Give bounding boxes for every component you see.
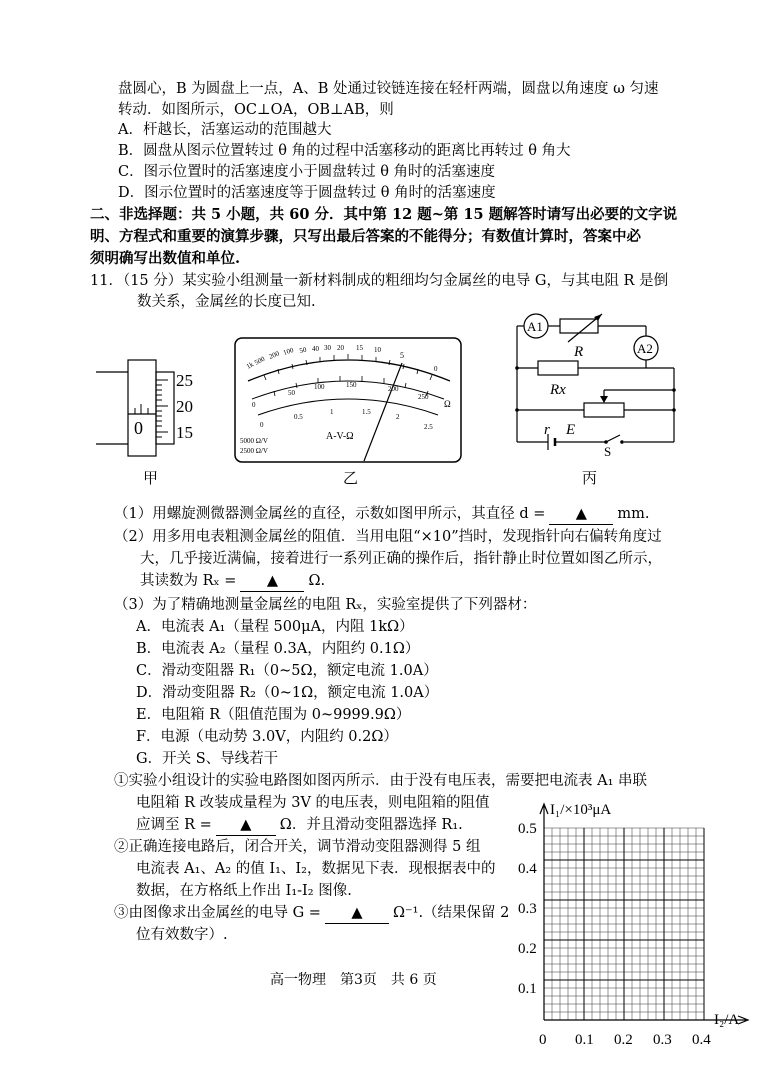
option-a: A．杆越长，活塞运动的范围越大	[118, 122, 332, 138]
ohm-label: 200	[267, 349, 281, 361]
micrometer-tick: 20	[176, 397, 193, 416]
y-axis-arrow	[540, 804, 548, 1020]
ohm-symbol: Ω	[444, 399, 451, 409]
lower-label: 0	[260, 421, 264, 429]
y-tick-label: 0.2	[518, 941, 537, 957]
ohm-label: 50	[298, 345, 308, 355]
micrometer-tick: 25	[176, 371, 193, 390]
ohm-label: 1k	[245, 360, 256, 371]
ohm-label: 0	[434, 365, 438, 373]
section-heading: 明、方程式和重要的演算步骤，只写出最后答案的不能得分；有数值计算时，答案中必	[90, 228, 641, 245]
equipment-item: E．电阻箱 R（阻值范围为 0~9999.9Ω）	[136, 707, 411, 723]
figure-micrometer	[96, 352, 206, 482]
x-tick-label: 0.1	[575, 1032, 594, 1048]
y-tick-label: 0.5	[518, 821, 537, 837]
ohm-label: 100	[282, 346, 295, 357]
mid-label: 250	[418, 393, 429, 401]
section-heading: 二、非选择题：共 5 小题，共 60 分．其中第 12 题~第 15 题解答时请写出必要的文字说	[90, 206, 678, 223]
part-2: 其读数为 Rₓ = ▲ Ω.	[140, 571, 325, 592]
part-3: （3）为了精确地测量金属丝的电阻 Rₓ，实验室提供了下列器材：	[114, 597, 537, 613]
ohm-label: 10	[374, 346, 381, 354]
label-r-small: r	[544, 422, 550, 438]
mid-label: 200	[388, 385, 399, 393]
question-11: 11．（15 分）某实验小组测量一新材料制成的粗细均匀金属丝的电导 G，与其电阻 R 是倒	[90, 273, 669, 289]
figure-circuit	[508, 312, 688, 462]
mid-label: 50	[288, 389, 295, 397]
label-a2: A2	[637, 341, 653, 356]
lower-label: 1.5	[362, 408, 371, 416]
meter-spec: 2500 Ω/V	[240, 447, 268, 455]
equipment-item: G．开关 S、导线若干	[136, 751, 279, 767]
ohm-label: 500	[253, 354, 267, 367]
figure-multimeter	[234, 337, 462, 463]
y-tick-label: 0.1	[518, 981, 537, 997]
x-tick-label: 0.2	[614, 1032, 633, 1048]
equipment-item: B．电流表 A₂（量程 0.3A，内阻约 0.1Ω）	[136, 641, 420, 657]
ohm-label: 15	[356, 344, 363, 352]
subquestion-2: ②正确连接电路后，闭合开关，调节滑动变阻器测得 5 组	[114, 839, 481, 855]
ohm-label: 30	[324, 344, 331, 352]
answer-blank: ▲	[325, 903, 389, 924]
equipment-item: C．滑动变阻器 R₁（0~5Ω，额定电流 1.0A）	[136, 663, 438, 679]
meter-center-label: A-V-Ω	[326, 431, 354, 442]
ohm-label: 40	[312, 345, 319, 353]
caption-bing: 丙	[582, 469, 598, 487]
graph-xlabel: I₂/A	[714, 1012, 740, 1028]
subquestion-1: ①实验小组设计的实验电路图如图丙所示．由于没有电压表，需要把电流表 A₁ 串联	[114, 773, 647, 789]
x-tick-label: 0.3	[653, 1032, 672, 1048]
y-tick-label: 0.4	[518, 861, 537, 877]
equipment-item: F．电源（电动势 3.0V，内阻约 0.2Ω）	[136, 729, 398, 745]
part-1: （1）用螺旋测微器测金属丝的直径，示数如图甲所示，其直径 d = ▲ mm.	[114, 504, 649, 525]
subquestion-1: 应调至 R = ▲ Ω．并且滑动变阻器选择 R₁.	[136, 815, 463, 836]
option-b: B．圆盘从图示位置转过 θ 角的过程中活塞移动的距离比再转过 θ 角大	[118, 143, 571, 159]
x-tick-label: 0	[539, 1032, 547, 1048]
option-d: D．图示位置时的活塞速度等于圆盘转过 θ 角时的活塞速度	[118, 185, 496, 201]
lower-label: 1	[330, 408, 334, 416]
label-r: R	[574, 344, 584, 360]
text-line: 转动．如图所示，OC⊥OA，OB⊥AB，则	[118, 102, 394, 118]
part-2: 大，几乎接近满偏，接着进行一系列正确的操作后，指针静止时位置如图乙所示，	[140, 551, 662, 567]
lower-label: 0.5	[294, 413, 303, 421]
text-line: 盘圆心，B 为圆盘上一点，A、B 处通过铰链连接在轻杆两端，圆盘以角速度 ω 匀速	[118, 81, 659, 97]
part-2: （2）用多用电表粗测金属丝的阻值．当用电阻“×10”挡时，发现指针向右偏转角度过	[114, 529, 662, 545]
label-s: S	[604, 444, 612, 459]
caption-yi: 乙	[343, 469, 359, 487]
graph-ylabel: I₁/×10³μA	[550, 802, 612, 818]
subquestion-3: 位有效数字）.	[136, 927, 228, 943]
micrometer-zero: 0	[134, 418, 143, 438]
mid-label: 150	[346, 381, 357, 389]
label-a1: A1	[527, 319, 543, 334]
subquestion-1: 电阻箱 R 改装成量程为 3V 的电压表，则电阻箱的阻值	[136, 795, 490, 811]
y-tick-label: 0.3	[518, 901, 537, 917]
micrometer-tick: 15	[176, 423, 193, 442]
mid-label: 100	[314, 383, 325, 391]
caption-jia: 甲	[143, 469, 159, 487]
x-tick-label: 0.4	[692, 1032, 711, 1048]
graph-paper	[510, 796, 750, 1054]
option-c: C．图示位置时的活塞速度小于圆盘转过 θ 角时的活塞速度	[118, 164, 496, 180]
label-e: E	[566, 422, 576, 438]
answer-blank: ▲	[549, 504, 613, 525]
subquestion-2: 电流表 A₁、A₂ 的值 I₁、I₂，数据见下表．现根据表中的	[136, 861, 496, 877]
question-11: 数关系，金属丝的长度已知.	[137, 294, 316, 310]
subquestion-3: ③由图像求出金属丝的电导 G = ▲ Ω⁻¹.（结果保留 2	[114, 903, 509, 924]
answer-blank: ▲	[216, 815, 276, 836]
ohm-label: 20	[337, 344, 344, 352]
mid-label: 0	[252, 401, 256, 409]
lower-label: 2	[396, 413, 400, 421]
ohm-label: 5	[400, 351, 404, 360]
lower-label: 2.5	[424, 423, 433, 431]
equipment-item: D．滑动变阻器 R₂（0~1Ω，额定电流 1.0A）	[136, 685, 439, 701]
page-footer: 高一物理 第3页 共 6 页	[270, 972, 437, 988]
subquestion-2: 数据，在方格纸上作出 I₁-I₂ 图像.	[136, 883, 352, 899]
label-rx: Rx	[550, 382, 566, 398]
meter-spec: 5000 Ω/V	[240, 437, 268, 445]
equipment-item: A．电流表 A₁（量程 500μA，内阻 1kΩ）	[136, 619, 414, 635]
section-heading: 须明确写出数值和单位.	[90, 250, 241, 267]
answer-blank: ▲	[240, 571, 304, 592]
